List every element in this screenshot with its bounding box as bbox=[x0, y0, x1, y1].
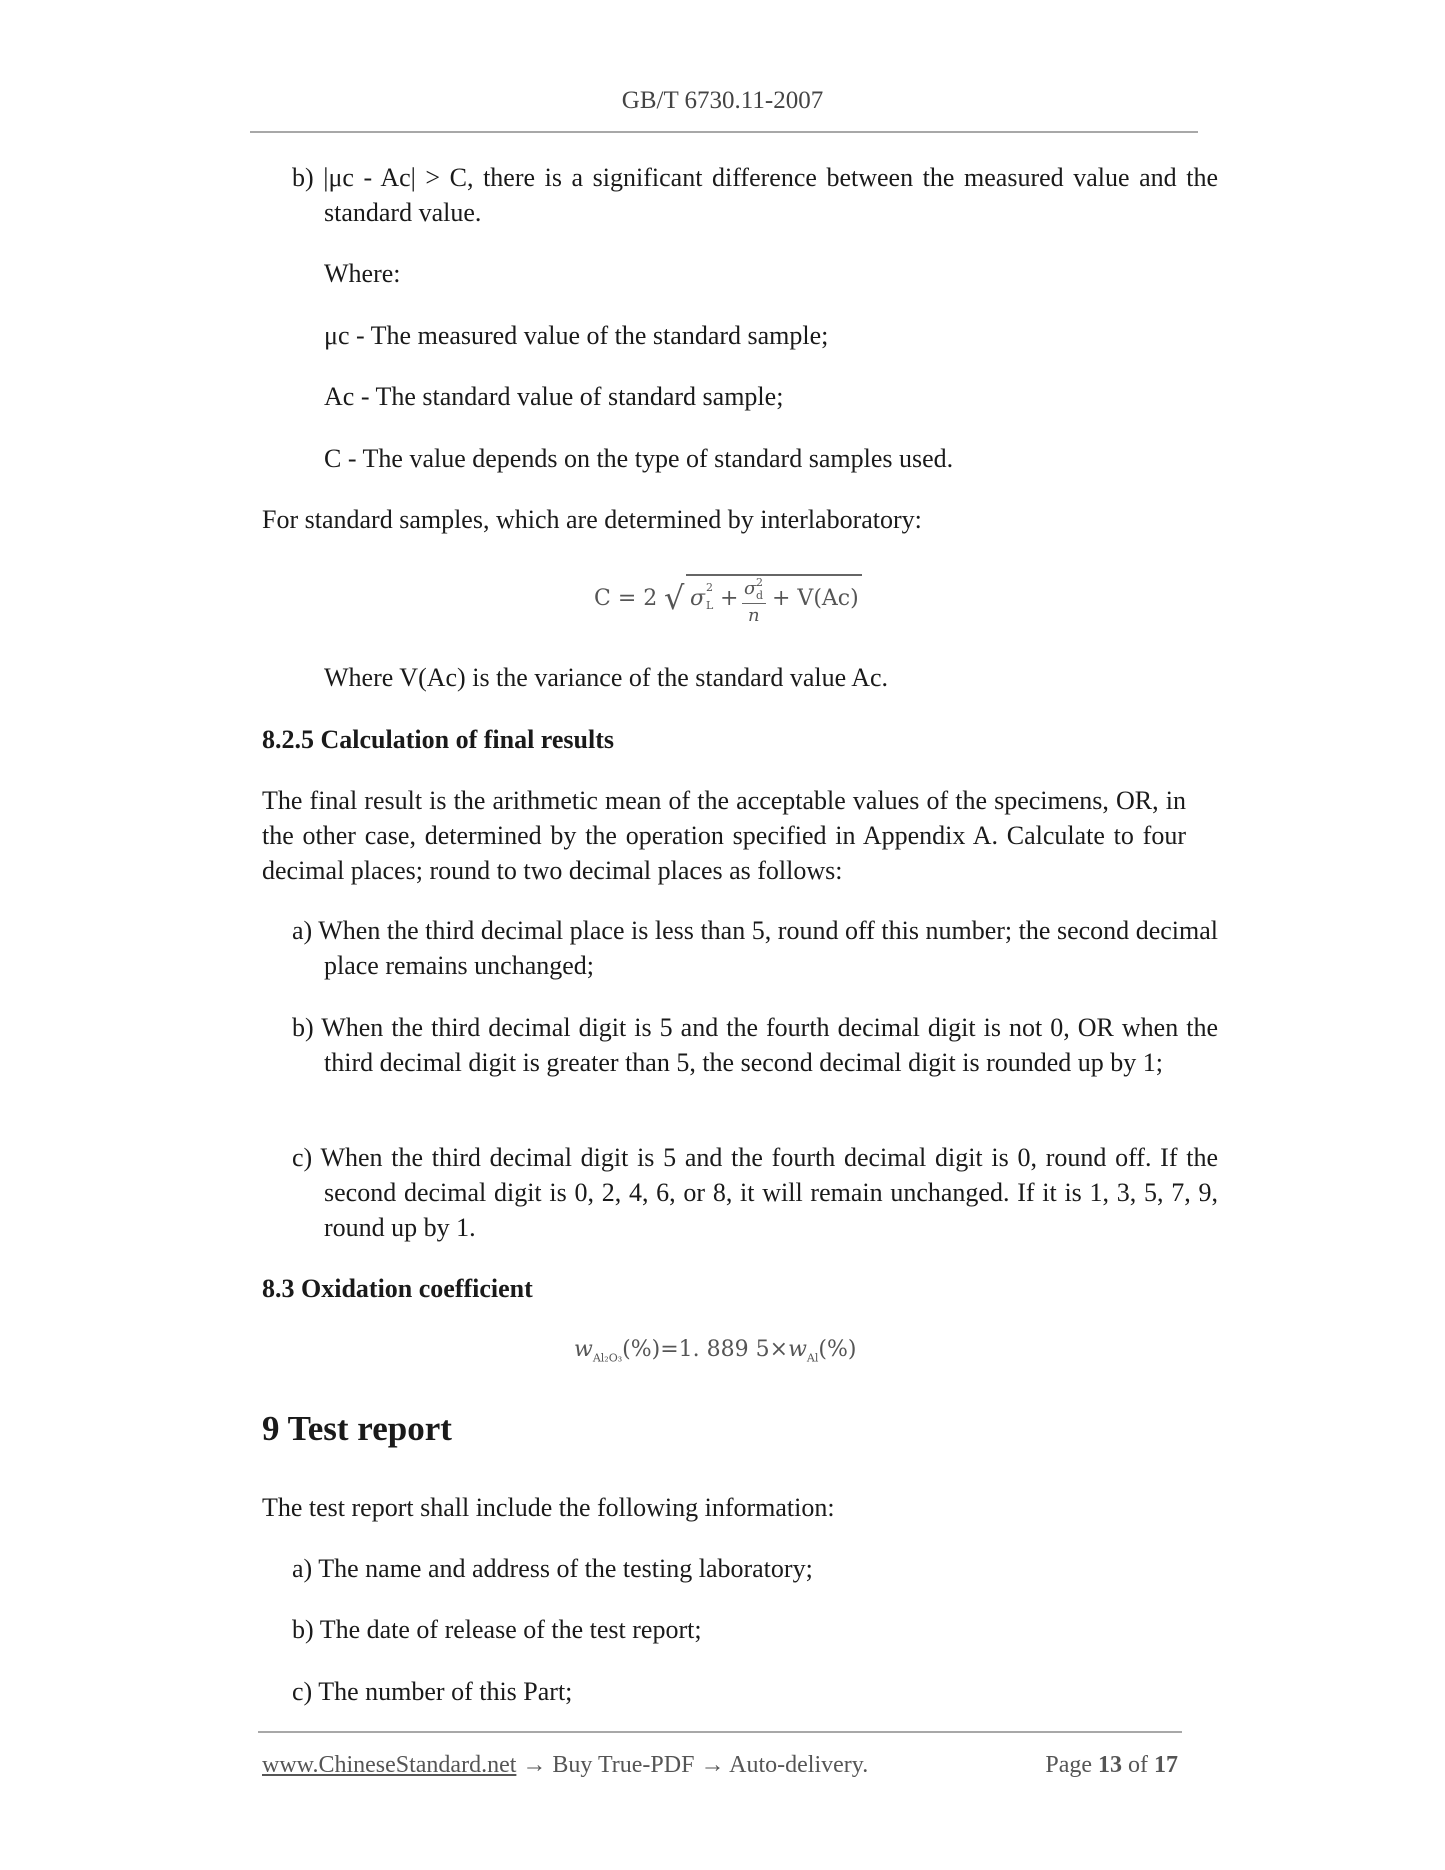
formula-c bbox=[594, 568, 874, 632]
footer-divider bbox=[258, 1731, 1182, 1733]
w-sub-al: Al bbox=[806, 1351, 819, 1365]
sigma-d: σ bbox=[744, 578, 757, 599]
sigma-d-sub: d bbox=[756, 589, 764, 602]
final-result-paragraph: The final result is the arithmetic mean of the acceptable values of the specimens, OR, in the other case, determined by the operation specified in Appendix A. Calculate to four decimal places; round to two decimal places as follows: bbox=[262, 786, 1186, 885]
buy-text: Buy True-PDF bbox=[552, 1752, 695, 1778]
definition-mu: μc - The measured value of the standard sample; bbox=[324, 321, 829, 350]
site-link[interactable]: www.ChineseStandard.net bbox=[262, 1752, 517, 1778]
of-label: of bbox=[1128, 1752, 1148, 1778]
where-v-text: Where V(Ac) is the variance of the standard value Ac. bbox=[324, 663, 889, 692]
where-label: Where: bbox=[324, 259, 401, 288]
formula-end: (%) bbox=[818, 1337, 857, 1362]
sqrt-sign: √ bbox=[664, 579, 685, 617]
formula-oxidation bbox=[574, 1332, 856, 1375]
total-pages: 17 bbox=[1154, 1752, 1178, 1778]
formula-mid: (%)=1. 889 5× bbox=[622, 1337, 789, 1362]
auto-delivery-text: Auto-delivery. bbox=[729, 1752, 869, 1778]
page-header: GB/T 6730.11-2007 bbox=[621, 87, 824, 114]
report-intro: The test report shall include the following information: bbox=[262, 1493, 835, 1522]
footer bbox=[262, 1748, 868, 1783]
current-page: 13 bbox=[1098, 1752, 1122, 1778]
heading-9: 9 Test report bbox=[262, 1409, 452, 1448]
list-item-b: b) |μc - Ac| > C, there is a significant difference between the measured value and the standard value. bbox=[292, 163, 1218, 227]
definition-c: C - The value depends on the type of standard samples used. bbox=[324, 444, 954, 473]
w-sub-al2o3: Al₂O₃ bbox=[592, 1351, 623, 1365]
fraction-bar bbox=[742, 603, 766, 604]
heading-8-2-5: 8.2.5 Calculation of final results bbox=[262, 725, 614, 754]
arrow-right-icon: → bbox=[522, 1752, 547, 1778]
report-item-c: c) The number of this Part; bbox=[292, 1677, 573, 1706]
sigma-l-sub: L bbox=[706, 599, 714, 612]
sqrt-bar bbox=[686, 574, 862, 576]
report-item-b: b) The date of release of the test report; bbox=[292, 1615, 702, 1644]
arrow-right-icon: → bbox=[700, 1752, 725, 1778]
heading-8-3: 8.3 Oxidation coefficient bbox=[262, 1274, 533, 1303]
page-number bbox=[1022, 1748, 1178, 1783]
plus: + bbox=[720, 586, 739, 611]
definition-ac: Ac - The standard value of standard sample; bbox=[324, 382, 784, 411]
sigma-l-exp: 2 bbox=[706, 581, 713, 594]
formula-tail: + V(Ac) bbox=[772, 586, 859, 611]
formula-lhs: C = 2 bbox=[594, 586, 658, 611]
w-symbol: w bbox=[574, 1337, 593, 1362]
page-label: Page bbox=[1045, 1752, 1092, 1778]
rounding-rule-b: b) When the third decimal digit is 5 and the fourth decimal digit is not 0, OR when the third decimal digit is greater than 5, the second decimal digit is rounded up by 1; bbox=[292, 1013, 1218, 1077]
report-item-a: a) The name and address of the testing laboratory; bbox=[292, 1554, 813, 1583]
rounding-rule-c: c) When the third decimal digit is 5 and the fourth decimal digit is 0, round off. If the second decimal digit is 0, 2, 4, 6, or 8, it will remain unchanged. If it is 1, 3, 5, 7, 9, round up by 1. bbox=[292, 1143, 1218, 1242]
sigma-l: σ bbox=[690, 586, 706, 611]
denominator: n bbox=[748, 605, 760, 626]
sigma-d-exp: 2 bbox=[756, 576, 763, 589]
header-divider bbox=[250, 131, 1198, 133]
w-symbol: w bbox=[788, 1337, 807, 1362]
rounding-rule-a: a) When the third decimal place is less than 5, round off this number; the second decimal place remains unchanged; bbox=[292, 916, 1218, 980]
interlab-text: For standard samples, which are determined by interlaboratory: bbox=[262, 505, 922, 534]
